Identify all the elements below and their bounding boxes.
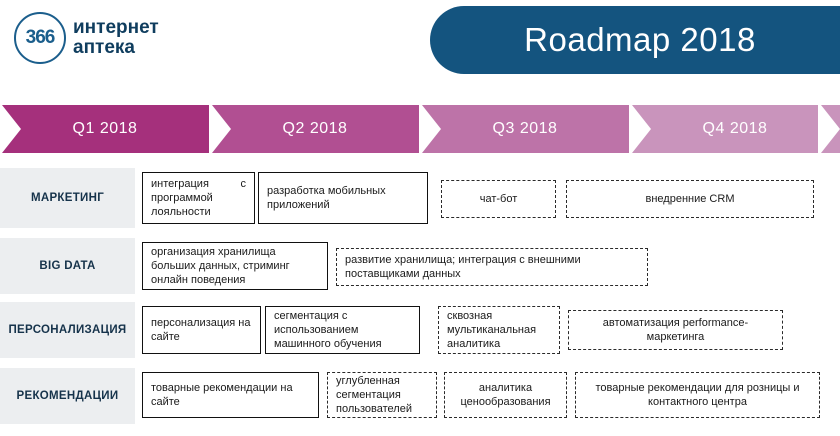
roadmap-item[interactable] [258, 172, 428, 224]
timeline-quarter-band [0, 105, 840, 153]
timeline-quarter-label: Q3 2018 [492, 120, 558, 137]
roadmap-item[interactable] [441, 180, 556, 218]
roadmap-item-text: углубленная сегментация пользователей [336, 375, 412, 415]
roadmap-item-text: сквозная мультиканальная аналитика [447, 310, 537, 350]
roadmap-item-text: сегментация с использованием машинного обучения [274, 310, 382, 350]
timeline-quarter-1[interactable] [0, 105, 210, 153]
timeline-quarter-4[interactable] [630, 105, 840, 153]
roadmap-item[interactable] [444, 372, 567, 418]
roadmap-item[interactable] [566, 180, 814, 218]
timeline-quarter-label: Q4 2018 [702, 120, 768, 137]
row-label-personalization: ПЕРСОНАЛИЗАЦИЯ [0, 302, 135, 358]
roadmap-item[interactable] [568, 310, 783, 350]
brand-logo [14, 12, 164, 64]
row-label-bigdata: BIG DATA [0, 238, 135, 294]
chevron-right-icon [818, 105, 840, 153]
roadmap-item-text: чат-бот [479, 193, 518, 205]
roadmap-item[interactable] [438, 306, 560, 354]
logo-wordmark-line1: интернет [73, 17, 159, 38]
roadmap-item[interactable] [142, 242, 328, 290]
row-label-recommendations: РЕКОМЕНДАЦИИ [0, 368, 135, 424]
roadmap-item-text: автоматизация performance-маркетинга [602, 317, 749, 343]
logo-wordmark [73, 18, 159, 58]
chevron-right-icon [209, 105, 231, 153]
roadmap-item-text: разработка мобильных приложений [267, 185, 386, 211]
roadmap-item-text: внедренние CRM [645, 193, 735, 205]
roadmap-item[interactable] [142, 306, 261, 354]
roadmap-item[interactable] [265, 306, 420, 354]
page-title: Roadmap 2018 [524, 21, 756, 58]
timeline-quarter-3[interactable] [420, 105, 630, 153]
roadmap-item[interactable] [142, 372, 319, 418]
roadmap-item[interactable] [142, 172, 255, 224]
roadmap-item-text: интеграция с программой лояльности [151, 178, 246, 218]
roadmap-item[interactable] [327, 372, 437, 418]
roadmap-item-text: персонализация на сайте [151, 317, 251, 343]
chevron-right-icon [419, 105, 441, 153]
chevron-right-icon [0, 105, 21, 153]
roadmap-item[interactable] [336, 248, 648, 286]
roadmap-item-text: развитие хранилища; интеграция с внешними поставщиками данных [345, 254, 581, 280]
timeline-quarter-2[interactable] [210, 105, 420, 153]
roadmap-item[interactable] [575, 372, 820, 418]
roadmap-item-text: аналитика ценообразования [460, 382, 551, 408]
roadmap-item-text: товарные рекомендации на сайте [151, 382, 293, 408]
roadmap-item-text: организация хранилища больших данных, стриминг онлайн поведения [151, 246, 290, 286]
logo-badge: 366 [14, 12, 66, 64]
timeline-quarter-label: Q2 2018 [282, 120, 348, 137]
row-label-marketing: МАРКЕТИНГ [0, 168, 135, 228]
logo-wordmark-line2: аптека [73, 37, 135, 58]
roadmap-item-text: товарные рекомендации для розницы и контактного центра [595, 382, 800, 408]
timeline-quarter-label: Q1 2018 [72, 120, 138, 137]
title-banner [430, 6, 840, 74]
chevron-right-icon [629, 105, 651, 153]
